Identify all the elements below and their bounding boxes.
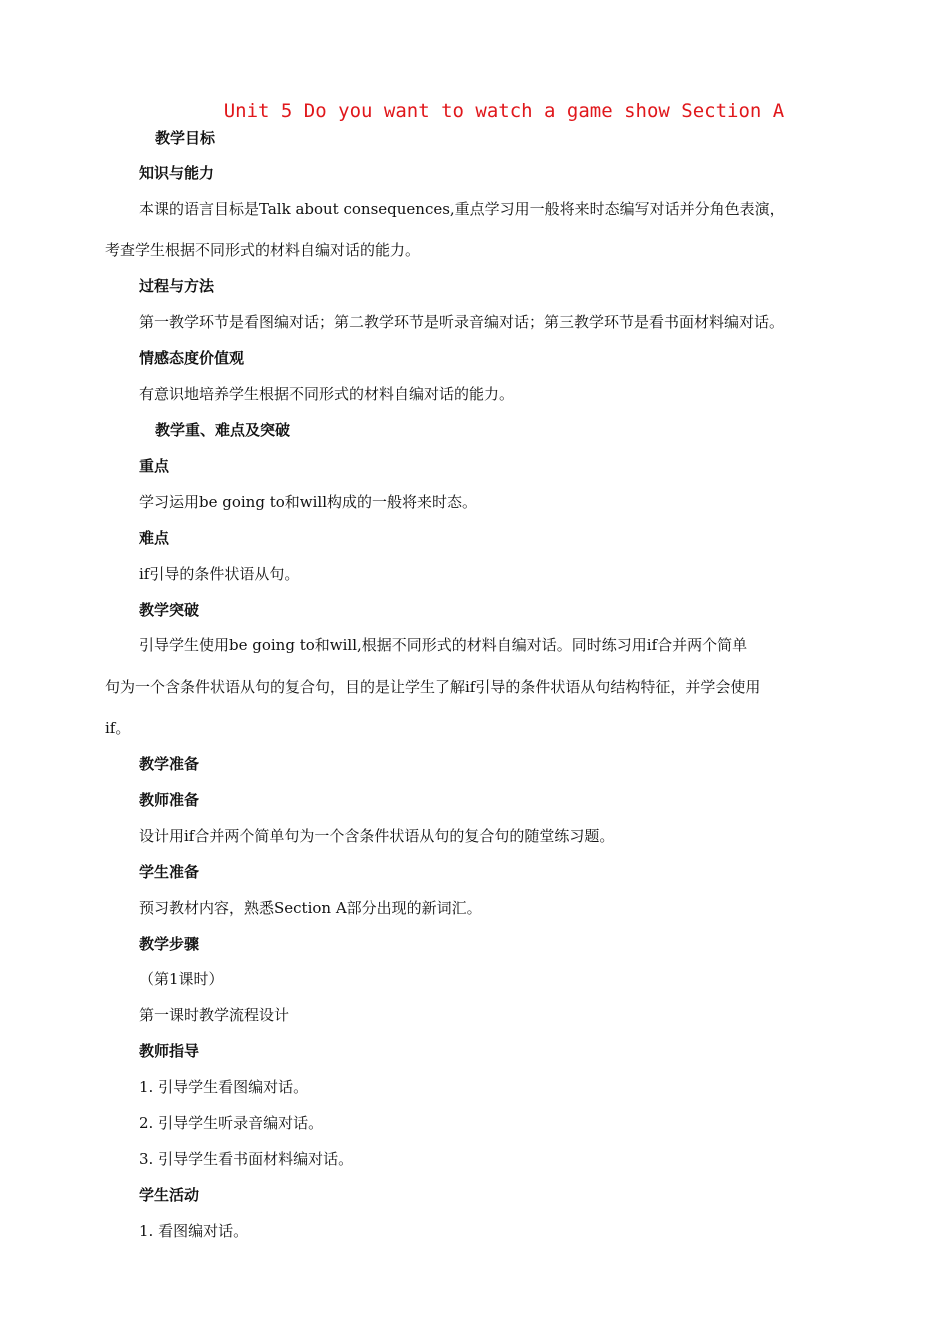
paragraph-line: 本课的语言目标是Talk about consequences,重点学习用一般将来时态编写对话并分角色表演， [139,200,785,218]
heading-key-point: 重点 [139,457,170,475]
list-item: 1. 看图编对话。 [139,1222,249,1240]
heading-process-method: 过程与方法 [139,277,215,295]
paragraph-line: 第一教学环节是看图编对话；第二教学环节是听录音编对话；第三教学环节是看书面材料编对话。 [139,313,785,331]
paragraph-line: if。 [105,719,131,737]
paragraph-line: 学习运用be going to和will构成的一般将来时态。 [139,493,477,511]
paragraph-line: 考查学生根据不同形式的材料自编对话的能力。 [105,241,421,259]
heading-teacher-preparation: 教师准备 [139,791,200,809]
heading-student-activities: 学生活动 [139,1186,200,1204]
heading-teaching-objectives: 教学目标 [155,129,216,147]
heading-knowledge-ability: 知识与能力 [139,164,215,182]
paragraph-line: 有意识地培养学生根据不同形式的材料自编对话的能力。 [139,385,515,403]
paragraph-line: 引导学生使用be going to和will,根据不同形式的材料自编对话。同时练习用if合并两个简单 [139,636,748,654]
paragraph-line: 句为一个含条件状语从句的复合句，目的是让学生了解if引导的条件状语从句结构特征，并学会使用 [105,678,761,696]
heading-teaching-steps: 教学步骤 [139,935,200,953]
document-title: Unit 5 Do you want to watch a game show Section A [223,100,785,122]
heading-preparation: 教学准备 [139,755,200,773]
heading-difficult-point: 难点 [139,529,170,547]
heading-attitude-values: 情感态度价值观 [139,349,245,367]
list-item: 2. 引导学生听录音编对话。 [139,1114,324,1132]
heading-breakthrough: 教学突破 [139,601,200,619]
heading-teacher-guidance: 教师指导 [139,1042,200,1060]
list-item: 3. 引导学生看书面材料编对话。 [139,1150,354,1168]
list-item: 1. 引导学生看图编对话。 [139,1078,309,1096]
paragraph-line: （第1课时） [139,970,224,988]
paragraph-line: 设计用if合并两个简单句为一个含条件状语从句的复合句的随堂练习题。 [139,827,615,845]
heading-student-preparation: 学生准备 [139,863,200,881]
paragraph-line: if引导的条件状语从句。 [139,565,300,583]
paragraph-line: 第一课时教学流程设计 [139,1006,290,1024]
heading-key-difficult-points: 教学重、难点及突破 [155,421,291,439]
paragraph-line: 预习教材内容，熟悉Section A部分出现的新词汇。 [139,899,482,917]
